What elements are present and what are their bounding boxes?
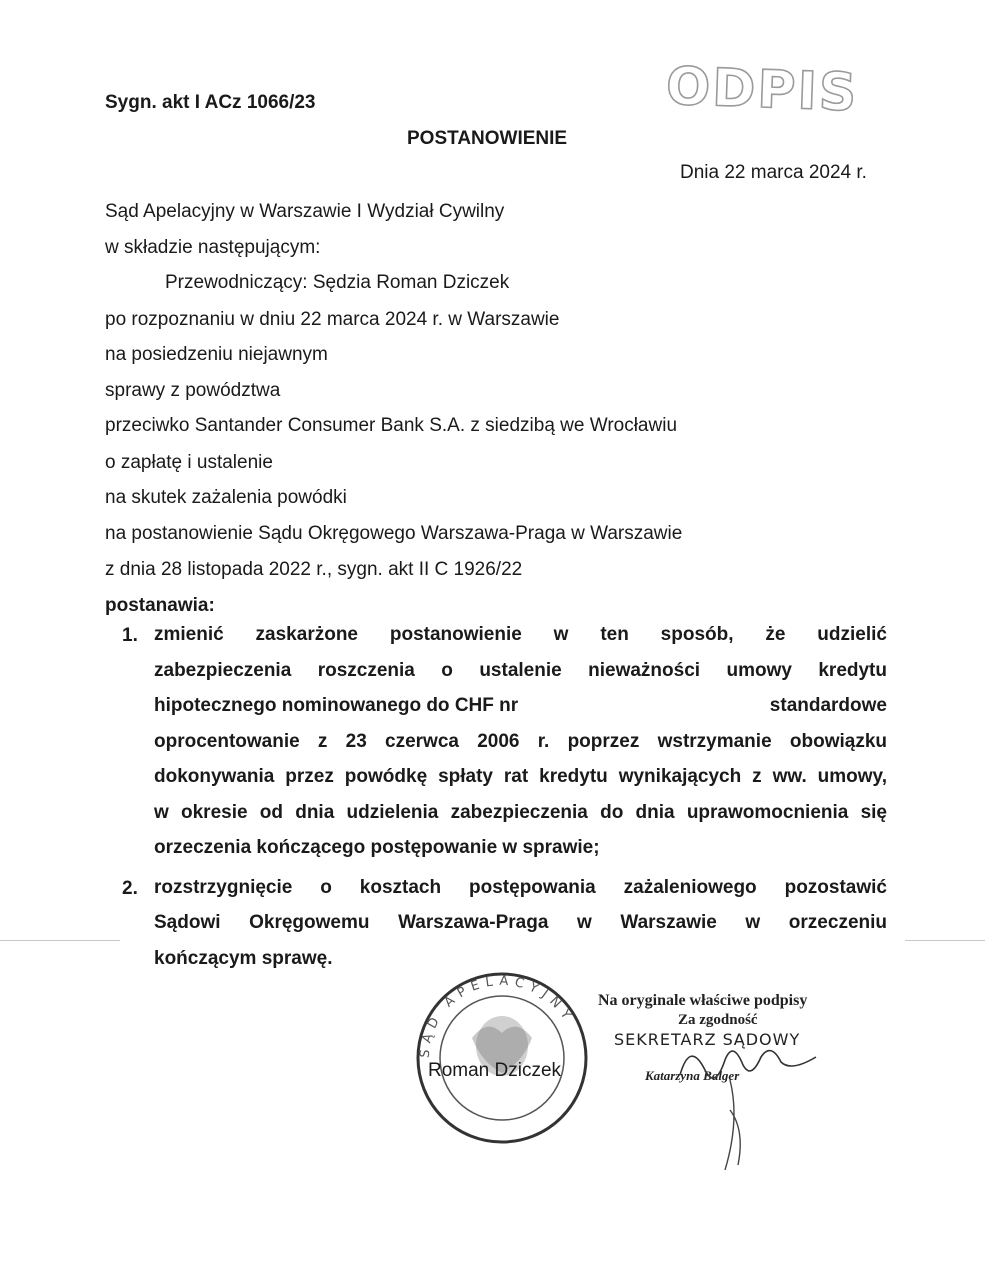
item-line — [154, 830, 887, 866]
item-line — [154, 905, 887, 941]
case-signature: Sygn. akt I ACz 1066/23 — [105, 92, 316, 113]
copy-stamp: ODPIS — [665, 56, 860, 124]
lower-court-date-line: z dnia 28 listopada 2022 r., sygn. akt II C 1926/22 — [105, 559, 523, 580]
decision-item — [122, 878, 887, 977]
item-line-text: rozstrzygnięcie o kosztach postępowania zażaleniowego pozostawić — [154, 876, 887, 898]
item-line-text: hipotecznego nominowanego do CHF nr — [154, 695, 519, 716]
certification-role: SEKRETARZ SĄDOWY — [614, 1030, 801, 1049]
item-line-text: w okresie od dnia udzielenia zabezpieczenia do dnia uprawomocnienia się — [154, 801, 887, 823]
certification-signer: Katarzyna Balger — [645, 1068, 740, 1083]
document-title: POSTANOWIENIE — [407, 128, 568, 149]
session-type: na posiedzeniu niejawnym — [105, 344, 328, 365]
decision-label: postanawia: — [105, 595, 215, 616]
decision-item — [122, 625, 887, 866]
handwritten-signature-icon — [660, 1030, 840, 1170]
scan-artifact — [0, 940, 120, 941]
item-line — [154, 653, 887, 689]
item-line-text: oprocentowanie z 23 czerwca 2006 r. poprzez wstrzymanie obowiązku — [154, 730, 887, 752]
item-number: 1. — [122, 625, 138, 646]
defendant-line: przeciwko Santander Consumer Bank S.A. z siedzibą we Wrocławiu — [105, 415, 678, 436]
certification-compliance: Za zgodność — [678, 1012, 758, 1028]
item-line — [154, 617, 887, 653]
item-line — [154, 759, 887, 795]
appeal-line: na skutek zażalenia powódki — [105, 487, 347, 508]
item-line — [154, 795, 887, 831]
item-line-text: orzeczenia kończącego postępowanie w sprawie; — [154, 837, 600, 858]
presiding-judge: Przewodniczący: Sędzia Roman Dziczek — [165, 272, 510, 293]
certification-original: Na oryginale właściwe podpisy — [598, 992, 808, 1009]
document-date: Dnia 22 marca 2024 r. — [680, 162, 867, 183]
item-line-text: dokonywania przez powódkę spłaty rat kredytu wynikających z ww. umowy, — [154, 766, 887, 787]
court-seal-icon — [412, 968, 592, 1148]
item-line-text: zmienić zaskarżone postanowienie w ten sposób, że udzielić — [154, 624, 887, 645]
subject-line: o zapłatę i ustalenie — [105, 452, 273, 473]
item-text — [154, 870, 887, 977]
claimant-line: sprawy z powództwa — [105, 380, 281, 401]
decision-list — [122, 625, 887, 976]
lower-court-line: na postanowienie Sądu Okręgowego Warszawa-Praga w Warszawie — [105, 523, 683, 544]
item-line — [154, 688, 887, 724]
scan-artifact — [905, 940, 985, 941]
composition-line: w składzie następującym: — [105, 237, 321, 258]
item-number: 2. — [122, 877, 138, 899]
item-line-text: zabezpieczenia roszczenia o ustalenie nieważności umowy kredytu — [154, 659, 887, 681]
item-text — [154, 617, 887, 866]
item-line — [154, 870, 887, 906]
item-line-text: Sądowi Okręgowemu Warszawa-Praga w Warszawie w orzeczeniu — [154, 912, 887, 933]
hearing-date-line: po rozpoznaniu w dniu 22 marca 2024 r. w Warszawie — [105, 309, 560, 330]
item-line — [154, 724, 887, 760]
judge-name: Roman Dziczek — [428, 1060, 562, 1081]
item-line-text: standardowe — [769, 695, 887, 716]
court-name: Sąd Apelacyjny w Warszawie I Wydział Cywilny — [105, 201, 505, 222]
seal-ring-text: SĄD APELACYJNY — [417, 973, 577, 1059]
item-line-text: kończącym sprawę. — [154, 947, 333, 969]
